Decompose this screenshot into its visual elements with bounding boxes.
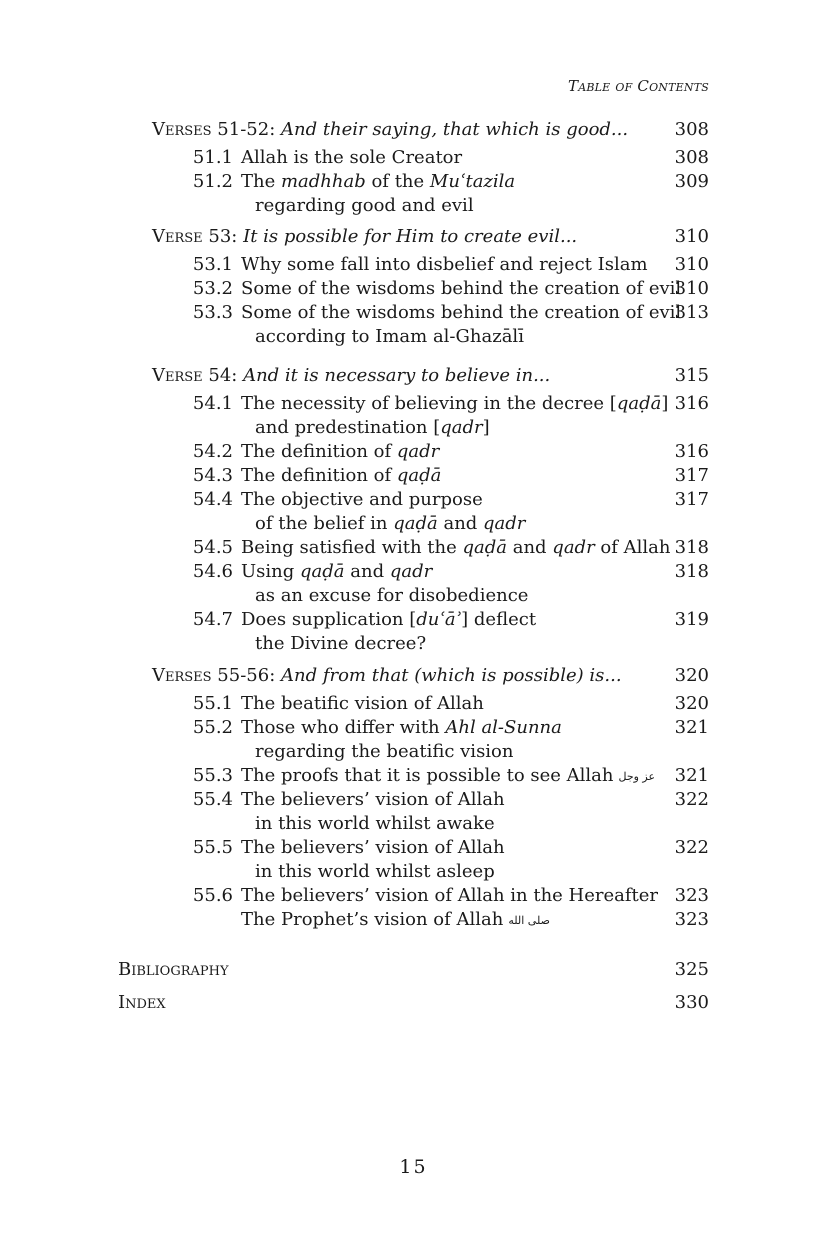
page-ref: 310	[674, 254, 709, 275]
entry-title: the Divine decree?	[255, 633, 427, 654]
honorific-glyph: صلى الله	[508, 914, 550, 927]
page-ref: 310	[674, 226, 709, 247]
toc-entry-continuation[interactable]	[255, 812, 495, 836]
toc-entry[interactable]	[185, 253, 648, 277]
toc-entry-continuation[interactable]	[255, 632, 426, 656]
entry-title: Some of the wisdoms behind the creation of evil	[241, 302, 682, 323]
verse-heading[interactable]	[152, 225, 577, 249]
honorific-glyph: عز وجل	[618, 770, 656, 783]
entry-number: 54.5	[192, 537, 233, 558]
entry-number: 54.1	[192, 393, 233, 414]
entry-title: The Prophet’s vision of Allah	[241, 909, 504, 930]
toc-entry-continuation[interactable]	[255, 512, 525, 536]
entry-number: 55.4	[192, 789, 233, 810]
entry-title: The believers’ vision of Allah	[241, 837, 505, 858]
page-ref: 321	[674, 717, 709, 738]
entry-title: The definition of qaḍā	[241, 465, 442, 486]
entry-title: The madhhab of the Muʿtazila	[241, 171, 516, 192]
verse-heading[interactable]	[152, 664, 622, 688]
page-ref: 321	[674, 765, 709, 786]
verse-heading[interactable]	[152, 364, 550, 388]
page-ref: 315	[674, 365, 709, 386]
toc-entry[interactable]	[185, 277, 681, 301]
entry-title: Allah is the sole Creator	[241, 147, 463, 168]
entry-title: Being satisfied with the qaḍā and qadr of Allah	[241, 537, 671, 558]
entry-number: 55.2	[192, 717, 233, 738]
entry-title: Those who differ with Ahl al-Sunna	[241, 717, 562, 738]
verse-label: Verses 55-56:	[152, 665, 281, 686]
entry-title: regarding the beatific vision	[255, 741, 514, 762]
entry-number: 54.3	[192, 465, 233, 486]
entry-title: Does supplication [duʿāʾ] deflect	[241, 609, 537, 630]
entry-number: 51.2	[192, 171, 233, 192]
page-ref: 310	[674, 278, 709, 299]
entry-title: of the belief in qaḍā and qadr	[255, 513, 526, 534]
entry-title: regarding good and evil	[255, 195, 474, 216]
entry-title: The believers’ vision of Allah in the Hereafter	[241, 885, 659, 906]
entry-title: Why some fall into disbelief and reject Islam	[241, 254, 648, 275]
page-ref: 320	[674, 693, 709, 714]
toc-entry[interactable]	[185, 788, 505, 812]
running-head: Table of Contents	[568, 77, 709, 95]
page-ref: 316	[674, 441, 709, 462]
entry-number: 53.3	[192, 302, 233, 323]
back-matter-entry[interactable]: Index	[118, 992, 166, 1013]
back-matter-entry[interactable]: Bibliography	[118, 959, 229, 980]
page-ref: 313	[674, 302, 709, 323]
verse-title: It is possible for Him to create evil...	[243, 226, 578, 247]
entry-number: 54.7	[192, 609, 233, 630]
entry-number: 54.4	[192, 489, 233, 510]
verse-label: Verse 54:	[152, 365, 244, 386]
page-ref: 325	[674, 959, 709, 980]
entry-title: in this world whilst asleep	[255, 861, 495, 882]
entry-number: 55.6	[192, 885, 233, 906]
verse-title: And from that (which is possible) is...	[280, 665, 622, 686]
toc-entry[interactable]	[185, 764, 655, 789]
page-number: 15	[399, 1156, 428, 1178]
page-ref: 309	[674, 171, 709, 192]
toc-entry[interactable]	[185, 908, 550, 933]
toc-entry[interactable]	[185, 608, 536, 632]
toc-entry[interactable]	[185, 440, 439, 464]
entry-title: according to Imam al-Ghazālī	[255, 326, 524, 347]
toc-entry[interactable]	[185, 170, 515, 194]
page-ref: 308	[674, 119, 709, 140]
toc-entry-continuation[interactable]	[255, 860, 495, 884]
page-ref: 323	[674, 885, 709, 906]
toc-entry[interactable]	[185, 560, 432, 584]
verse-heading[interactable]	[152, 118, 628, 142]
page-ref: 317	[674, 465, 709, 486]
entry-number: 54.6	[192, 561, 233, 582]
toc-entry[interactable]	[185, 884, 658, 908]
entry-number: 55.1	[192, 693, 233, 714]
toc-entry-continuation[interactable]	[255, 584, 528, 608]
toc-entry[interactable]	[185, 146, 462, 170]
page-ref: 330	[674, 992, 709, 1013]
toc-entry[interactable]	[185, 836, 505, 860]
entry-title: The necessity of believing in the decree [qaḍā]	[241, 393, 669, 414]
entry-number: 53.1	[192, 254, 233, 275]
page-ref: 318	[674, 537, 709, 558]
page-ref: 318	[674, 561, 709, 582]
verse-label: Verse 53:	[152, 226, 244, 247]
entry-number: 55.3	[192, 765, 233, 786]
toc-entry-continuation[interactable]	[255, 194, 474, 218]
toc-entry[interactable]	[185, 692, 484, 716]
verse-title: And their saying, that which is good...	[280, 119, 629, 140]
page-ref: 319	[674, 609, 709, 630]
entry-number: 54.2	[192, 441, 233, 462]
page-ref: 316	[674, 393, 709, 414]
toc-entry-continuation[interactable]	[255, 416, 490, 440]
toc-entry[interactable]	[185, 301, 681, 325]
entry-title: Some of the wisdoms behind the creation of evil	[241, 278, 682, 299]
toc-entry[interactable]	[185, 716, 562, 740]
page-ref: 317	[674, 489, 709, 510]
entry-title: The proofs that it is possible to see Allah	[241, 765, 614, 786]
entry-title: Using qaḍā and qadr	[241, 561, 433, 582]
toc-entry-continuation[interactable]	[255, 325, 524, 349]
toc-entry-continuation[interactable]	[255, 740, 514, 764]
page-ref: 323	[674, 909, 709, 930]
verse-label: Verses 51-52:	[152, 119, 281, 140]
entry-title: The believers’ vision of Allah	[241, 789, 505, 810]
entry-title: in this world whilst awake	[255, 813, 495, 834]
entry-title: The objective and purpose	[241, 489, 483, 510]
page-ref: 308	[674, 147, 709, 168]
toc-entry[interactable]	[185, 464, 441, 488]
page-ref: 320	[674, 665, 709, 686]
entry-title: The beatific vision of Allah	[241, 693, 484, 714]
entry-number: 53.2	[192, 278, 233, 299]
verse-title: And it is necessary to believe in...	[243, 365, 551, 386]
toc-entry[interactable]	[185, 392, 668, 416]
entry-number: 51.1	[192, 147, 233, 168]
page-ref: 322	[674, 837, 709, 858]
toc-entry[interactable]	[185, 536, 670, 560]
entry-title: as an excuse for disobedience	[255, 585, 529, 606]
page-ref: 322	[674, 789, 709, 810]
entry-number: 55.5	[192, 837, 233, 858]
entry-title: and predestination [qadr]	[255, 417, 490, 438]
toc-entry[interactable]	[185, 488, 483, 512]
entry-title: The definition of qadr	[241, 441, 440, 462]
